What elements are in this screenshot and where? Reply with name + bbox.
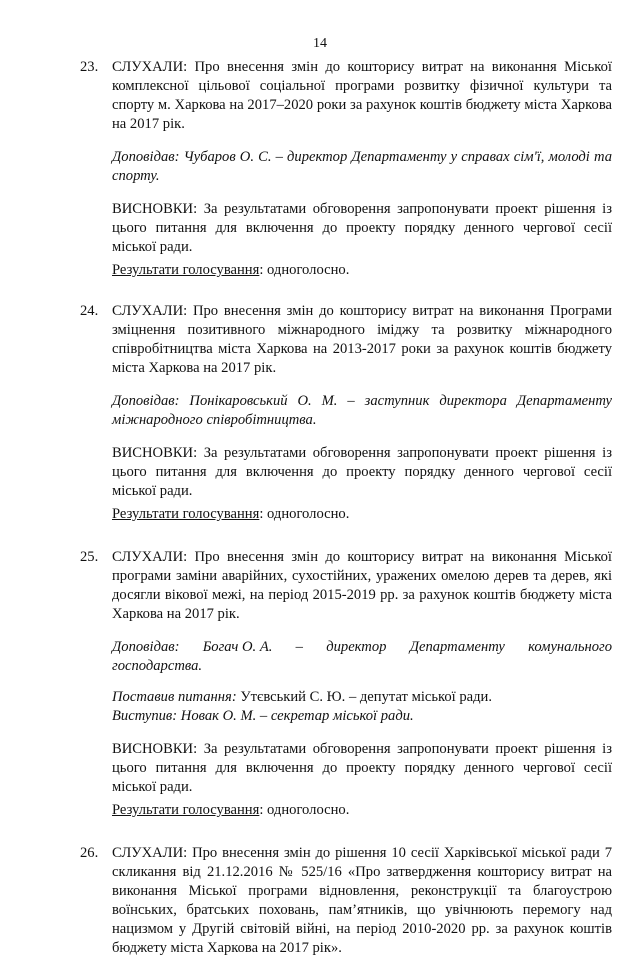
raised-question-line [112,688,612,707]
speaker-role-word: комунального [528,639,612,655]
raised-label: Поставив питання: [112,689,237,705]
conclusion-text: За результатами обговорення запропонувати проект рішення із цього питання для включення до проекту порядку денного чергової сесії міської ради. [112,201,612,255]
page-number: 14 [313,36,327,51]
heard-text: Про внесення змін до рішення 10 сесії Харківської міської ради 7 скликання від 21.12.2016 № 525/16 «Про затвердження кошторису витрат на виконання Міської програми відновлення, реконструкції та благоустрою воїнських, братських поховань, пам’ятників, що увічнюють перемогу над нацизмом у Другій світовій війні, на період 2010-2020 рр. за рахунок коштів бюджету міста Харкова на 2017 рік». [112,845,612,956]
heard-text: Про внесення змін до кошторису витрат на виконання Програми зміцнення позитивного міжнародного іміджу та розвитку міжнародного співробітництва міста Харкова на 2013-2017 роки за рахунок коштів бюджету міста Харкова на 2017 рік. [112,303,612,376]
spoke-label: Виступив: [112,708,178,724]
conclusion-paragraph [112,200,612,257]
agenda-item-24 [80,302,612,524]
vote-result [112,505,612,524]
conclusion-label: ВИСНОВКИ: [112,445,198,461]
conclusion-label: ВИСНОВКИ: [112,201,198,217]
heard-paragraph [112,548,612,624]
vote-text: : одноголосно. [259,506,350,522]
heard-text: Про внесення змін до кошторису витрат на виконання Міської програми заміни аварійних, сухостійних, уражених омелою дерев та дерев, які досягли вікової межі, на період 2015-2019 рр. за рахунок коштів бюджету міста Харкова на 2017 рік. [112,549,612,622]
agenda-item-26 [80,844,612,958]
vote-label: Результати голосування [112,506,260,522]
document-content [80,58,612,977]
heard-label: СЛУХАЛИ: [112,303,188,319]
vote-label: Результати голосування [112,802,260,818]
heard-paragraph [112,302,612,378]
speaker-line [112,638,612,676]
vote-result [112,801,612,820]
speaker-label: Доповідав: [112,149,180,165]
agenda-item-23 [80,58,612,280]
heard-text: Про внесення змін до кошторису витрат на виконання Міської комплексної цільової соціальної програми розвитку фізичної культури та спорту м. Харкова на 2017–2020 роки за рахунок коштів бюджету міста Харкова на 2017 рік. [112,59,612,132]
spoke-line [112,707,612,726]
item-number: 23. [80,59,99,75]
conclusion-text: За результатами обговорення запропонувати проект рішення із цього питання для включення до проекту порядку денного чергової сесії міської ради. [112,445,612,499]
speaker-dash: – [295,639,303,655]
conclusion-paragraph [112,740,612,797]
speaker-line [112,392,612,430]
speaker-role-word: Департаменту [409,639,505,655]
item-number: 26. [80,845,99,861]
heard-paragraph [112,844,612,958]
conclusion-paragraph [112,444,612,501]
vote-text: : одноголосно. [259,262,350,278]
speaker-name: Богач О. А. [202,639,273,655]
spoke-text: Новак О. М. – секретар міської ради. [180,708,414,724]
vote-result [112,261,612,280]
item-number: 25. [80,549,99,565]
heard-label: СЛУХАЛИ: [112,59,188,75]
agenda-item-25 [80,548,612,820]
speaker-line [112,148,612,186]
speaker-role-tail: господарства. [112,658,203,674]
conclusion-text: За результатами обговорення запропонувати проект рішення із цього питання для включення до проекту порядку денного чергової сесії міської ради. [112,741,612,795]
speaker-label: Доповідав: [112,639,180,655]
vote-text: : одноголосно. [259,802,350,818]
speaker-text: Чубаров О. С. – директор Департаменту у справах сім'ї, молоді та спорту. [112,149,612,184]
raised-name: Утєвський С. Ю. – депутат міської ради. [240,689,493,705]
speaker-role-word: директор [326,639,387,655]
heard-label: СЛУХАЛИ: [112,549,188,565]
speaker-label: Доповідав: [112,393,180,409]
speaker-text: Понікаровський О. М. – заступник директора Департаменту міжнародного співробітництва. [112,393,612,428]
item-number: 24. [80,303,99,319]
heard-paragraph [112,58,612,134]
participants-block [112,688,612,726]
heard-label: СЛУХАЛИ: [112,845,188,861]
vote-label: Результати голосування [112,262,260,278]
conclusion-label: ВИСНОВКИ: [112,741,198,757]
